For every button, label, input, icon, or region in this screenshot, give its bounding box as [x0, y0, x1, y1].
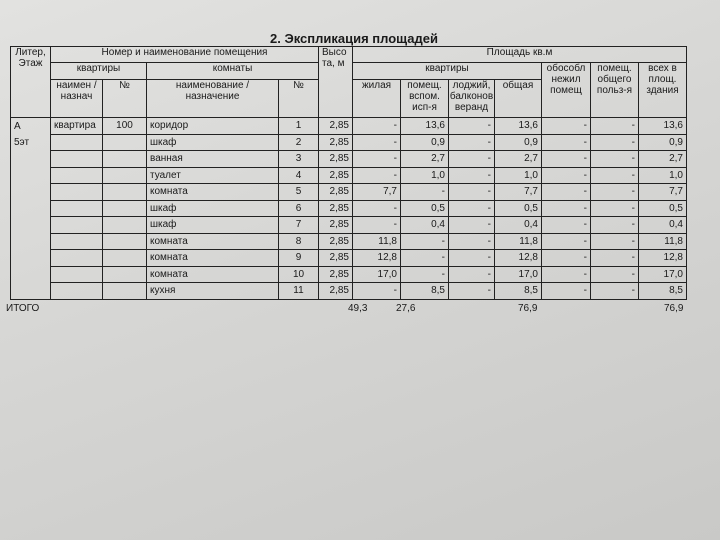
common-cell: - — [591, 118, 639, 135]
header-room-no: № — [279, 80, 319, 118]
separate-cell: - — [542, 233, 591, 250]
height-cell: 2,85 — [319, 167, 353, 184]
room-no-cell: 1 — [279, 118, 319, 135]
common-cell: - — [591, 151, 639, 168]
auxiliary-cell: 0,9 — [401, 134, 449, 151]
apt-name-cell — [51, 151, 103, 168]
total-cell: 1,0 — [495, 167, 542, 184]
building-cell: 1,0 — [639, 167, 687, 184]
loggia-cell: - — [449, 118, 495, 135]
apt-no-cell — [103, 283, 147, 300]
loggia-cell: - — [449, 200, 495, 217]
separate-cell: - — [542, 167, 591, 184]
loggia-cell: - — [449, 184, 495, 201]
living-cell: - — [353, 134, 401, 151]
header-apartments: квартиры — [51, 63, 147, 80]
living-cell: - — [353, 118, 401, 135]
separate-cell: - — [542, 283, 591, 300]
room-name-cell: кухня — [147, 283, 279, 300]
building-cell: 11,8 — [639, 233, 687, 250]
separate-cell: - — [542, 184, 591, 201]
room-name-cell: комната — [147, 250, 279, 267]
totals-auxiliary: 27,6 — [396, 303, 416, 314]
separate-cell: - — [542, 217, 591, 234]
room-no-cell: 6 — [279, 200, 319, 217]
table-row — [11, 167, 687, 184]
common-cell: - — [591, 167, 639, 184]
apt-no-cell — [103, 233, 147, 250]
common-cell: - — [591, 266, 639, 283]
header-building: всех в площ. здания — [639, 63, 687, 118]
room-name-cell: туалет — [147, 167, 279, 184]
loggia-cell: - — [449, 151, 495, 168]
separate-cell: - — [542, 250, 591, 267]
common-cell: - — [591, 250, 639, 267]
living-cell: 7,7 — [353, 184, 401, 201]
totals-label: ИТОГО — [6, 303, 40, 314]
apt-name-cell — [51, 250, 103, 267]
apt-no-cell — [103, 134, 147, 151]
table-row — [11, 151, 687, 168]
liter-cell — [11, 184, 51, 201]
room-no-cell: 4 — [279, 167, 319, 184]
header-total: общая — [495, 80, 542, 118]
auxiliary-cell: 2,7 — [401, 151, 449, 168]
header-rooms: комнаты — [147, 63, 319, 80]
room-name-cell: комната — [147, 266, 279, 283]
total-cell: 12,8 — [495, 250, 542, 267]
title-text: 2. Экспликация площадей — [270, 31, 438, 46]
height-cell: 2,85 — [319, 200, 353, 217]
auxiliary-cell: - — [401, 233, 449, 250]
liter-cell: 5эт — [11, 134, 51, 151]
apt-name-cell — [51, 283, 103, 300]
apt-no-cell — [103, 250, 147, 267]
living-cell: 11,8 — [353, 233, 401, 250]
table-row — [11, 250, 687, 267]
loggia-cell: - — [449, 250, 495, 267]
liter-cell — [11, 217, 51, 234]
total-cell: 2,7 — [495, 151, 542, 168]
room-name-cell: ванная — [147, 151, 279, 168]
building-cell: 0,4 — [639, 217, 687, 234]
auxiliary-cell: 0,4 — [401, 217, 449, 234]
totals-row — [0, 303, 720, 317]
total-cell: 17,0 — [495, 266, 542, 283]
auxiliary-cell: 13,6 — [401, 118, 449, 135]
total-cell: 11,8 — [495, 233, 542, 250]
apt-name-cell — [51, 134, 103, 151]
apt-name-cell — [51, 184, 103, 201]
height-cell: 2,85 — [319, 233, 353, 250]
apt-name-cell — [51, 266, 103, 283]
liter-cell — [11, 283, 51, 300]
common-cell: - — [591, 134, 639, 151]
loggia-cell: - — [449, 233, 495, 250]
auxiliary-cell: 8,5 — [401, 283, 449, 300]
header-separate: обособл нежил помещ — [542, 63, 591, 118]
header-liter: Литер, Этаж — [11, 47, 51, 118]
separate-cell: - — [542, 118, 591, 135]
living-cell: - — [353, 283, 401, 300]
height-cell: 2,85 — [319, 118, 353, 135]
living-cell: - — [353, 151, 401, 168]
header-auxiliary: помещ. вспом. исп-я — [401, 80, 449, 118]
apt-name-cell — [51, 200, 103, 217]
header-apt-no: № — [103, 80, 147, 118]
liter-cell — [11, 167, 51, 184]
liter-cell: А — [11, 118, 51, 135]
totals-total: 76,9 — [518, 303, 538, 314]
room-name-cell: коридор — [147, 118, 279, 135]
building-cell: 17,0 — [639, 266, 687, 283]
table-row — [11, 283, 687, 300]
common-cell: - — [591, 283, 639, 300]
apt-name-cell — [51, 217, 103, 234]
separate-cell: - — [542, 266, 591, 283]
building-cell: 2,7 — [639, 151, 687, 168]
loggia-cell: - — [449, 283, 495, 300]
room-no-cell: 10 — [279, 266, 319, 283]
living-cell: - — [353, 200, 401, 217]
room-no-cell: 11 — [279, 283, 319, 300]
liter-cell — [11, 151, 51, 168]
header-living: жилая — [353, 80, 401, 118]
room-no-cell: 9 — [279, 250, 319, 267]
header-room-group: Номер и наименование помещения — [51, 47, 319, 63]
totals-living: 49,3 — [348, 303, 368, 314]
table-row — [11, 118, 687, 135]
room-name-cell: шкаф — [147, 217, 279, 234]
total-cell: 0,5 — [495, 200, 542, 217]
loggia-cell: - — [449, 167, 495, 184]
page-title — [0, 31, 720, 46]
common-cell: - — [591, 217, 639, 234]
height-cell: 2,85 — [319, 250, 353, 267]
table-row — [11, 200, 687, 217]
room-no-cell: 5 — [279, 184, 319, 201]
total-cell: 0,4 — [495, 217, 542, 234]
living-cell: - — [353, 167, 401, 184]
height-cell: 2,85 — [319, 217, 353, 234]
room-no-cell: 2 — [279, 134, 319, 151]
living-cell: - — [353, 217, 401, 234]
living-cell: 12,8 — [353, 250, 401, 267]
room-no-cell: 7 — [279, 217, 319, 234]
room-name-cell: шкаф — [147, 134, 279, 151]
loggia-cell: - — [449, 217, 495, 234]
common-cell: - — [591, 233, 639, 250]
room-name-cell: комната — [147, 233, 279, 250]
auxiliary-cell: - — [401, 184, 449, 201]
header-area: Площадь кв.м — [353, 47, 687, 63]
auxiliary-cell: - — [401, 266, 449, 283]
total-cell: 0,9 — [495, 134, 542, 151]
auxiliary-cell: 1,0 — [401, 167, 449, 184]
height-cell: 2,85 — [319, 283, 353, 300]
building-cell: 12,8 — [639, 250, 687, 267]
apt-no-cell — [103, 184, 147, 201]
building-cell: 0,9 — [639, 134, 687, 151]
height-cell: 2,85 — [319, 266, 353, 283]
apt-no-cell — [103, 266, 147, 283]
room-no-cell: 3 — [279, 151, 319, 168]
room-name-cell: шкаф — [147, 200, 279, 217]
liter-cell — [11, 250, 51, 267]
apt-no-cell — [103, 167, 147, 184]
building-cell: 8,5 — [639, 283, 687, 300]
header-common: помещ. общего польз-я — [591, 63, 639, 118]
separate-cell: - — [542, 134, 591, 151]
auxiliary-cell: - — [401, 250, 449, 267]
apt-no-cell — [103, 217, 147, 234]
common-cell: - — [591, 200, 639, 217]
header-area-apartments: квартиры — [353, 63, 542, 80]
living-cell: 17,0 — [353, 266, 401, 283]
loggia-cell: - — [449, 266, 495, 283]
header-apt-name: наимен / назнач — [51, 80, 103, 118]
building-cell: 7,7 — [639, 184, 687, 201]
header-loggia: лоджий, балконов веранд — [449, 80, 495, 118]
height-cell: 2,85 — [319, 151, 353, 168]
total-cell: 13,6 — [495, 118, 542, 135]
liter-cell — [11, 233, 51, 250]
separate-cell: - — [542, 200, 591, 217]
room-name-cell: комната — [147, 184, 279, 201]
table-row — [11, 184, 687, 201]
building-cell: 0,5 — [639, 200, 687, 217]
common-cell: - — [591, 184, 639, 201]
total-cell: 7,7 — [495, 184, 542, 201]
apt-name-cell: квартира — [51, 118, 103, 135]
table-row — [11, 134, 687, 151]
total-cell: 8,5 — [495, 283, 542, 300]
liter-cell — [11, 266, 51, 283]
apt-name-cell — [51, 233, 103, 250]
table-row — [11, 217, 687, 234]
room-no-cell: 8 — [279, 233, 319, 250]
height-cell: 2,85 — [319, 184, 353, 201]
height-cell: 2,85 — [319, 134, 353, 151]
apt-no-cell: 100 — [103, 118, 147, 135]
totals-building: 76,9 — [664, 303, 684, 314]
apt-no-cell — [103, 151, 147, 168]
table-row — [11, 233, 687, 250]
auxiliary-cell: 0,5 — [401, 200, 449, 217]
table-row — [11, 266, 687, 283]
liter-cell — [11, 200, 51, 217]
apt-no-cell — [103, 200, 147, 217]
loggia-cell: - — [449, 134, 495, 151]
building-cell: 13,6 — [639, 118, 687, 135]
header-height: Высо та, м — [319, 47, 353, 118]
apt-name-cell — [51, 167, 103, 184]
area-explication-table — [10, 46, 687, 300]
separate-cell: - — [542, 151, 591, 168]
header-room-name: наименование / назначение — [147, 80, 279, 118]
